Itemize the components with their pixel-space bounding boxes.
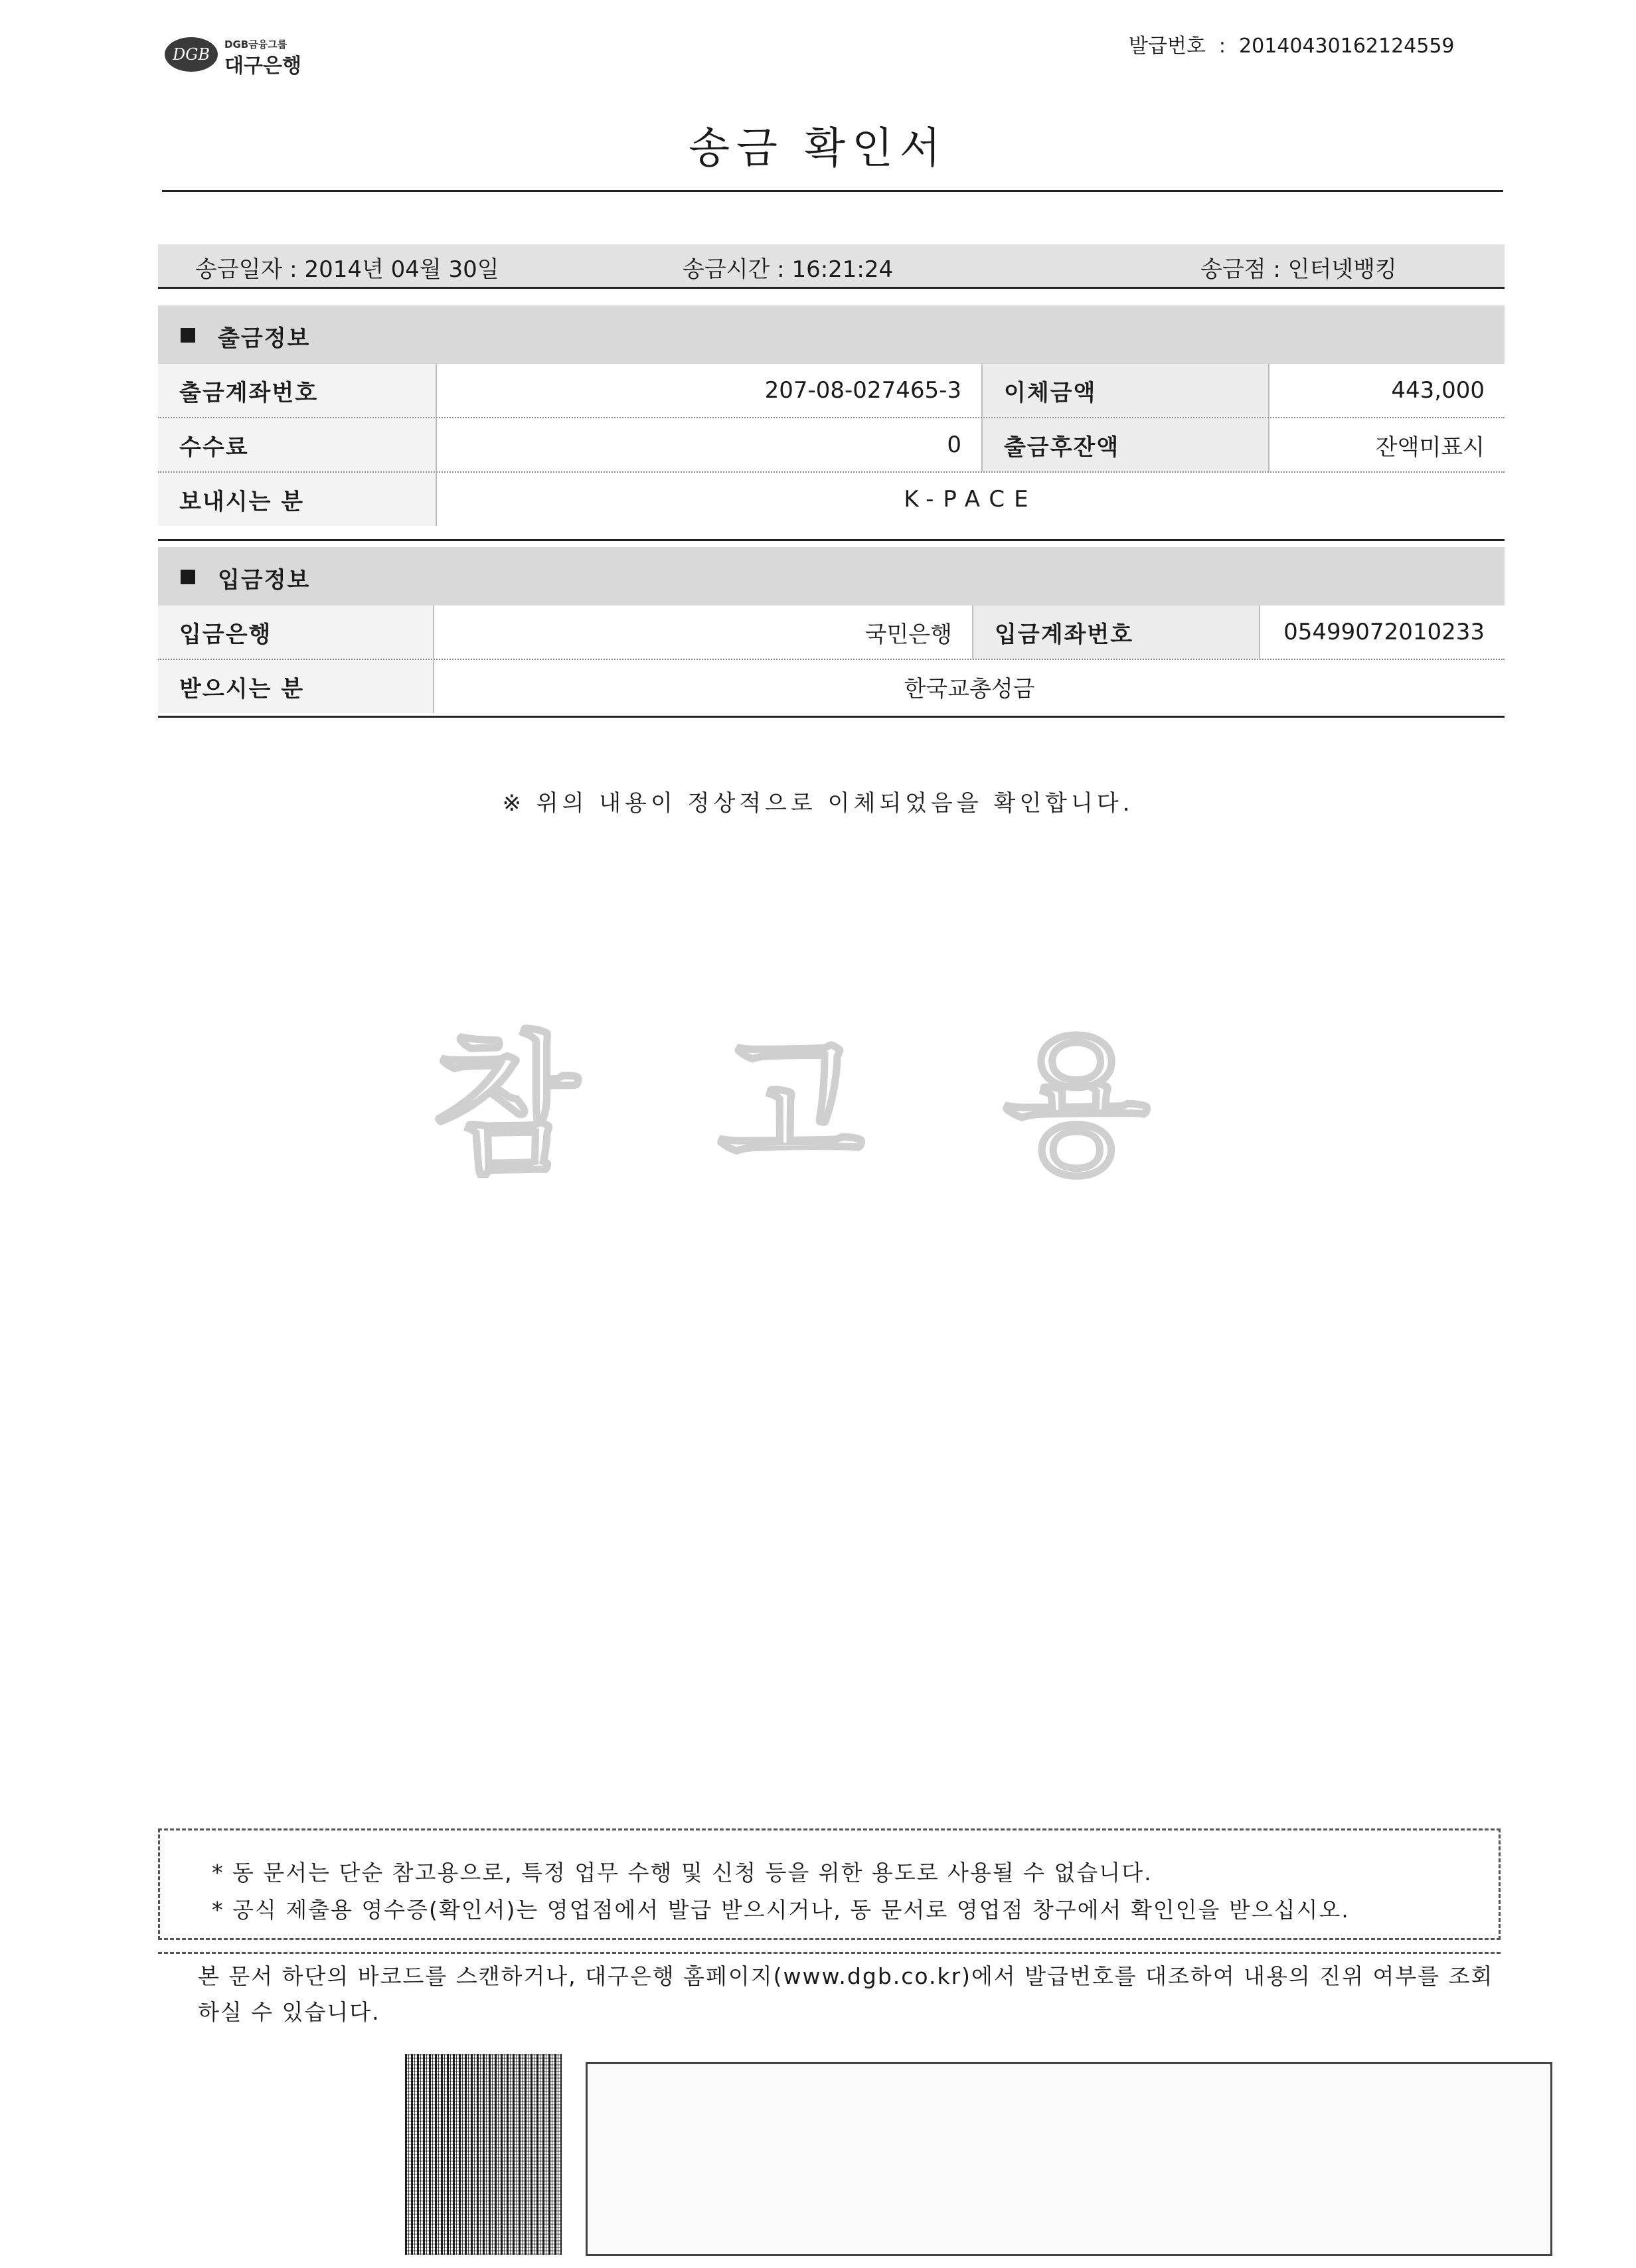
transfer-branch-value: 인터넷뱅킹 — [1287, 256, 1397, 283]
deposit-bank-label: 입금은행 — [158, 606, 434, 659]
transfer-branch-label: 송금점 : — [1200, 256, 1281, 283]
balance-after-label: 출금후잔액 — [981, 418, 1269, 471]
deposit-row-recipient — [158, 660, 1505, 713]
deposit-row-bank — [158, 606, 1505, 660]
withdrawal-section-title: 출금정보 — [218, 325, 311, 352]
logo-bank-name: 대구은행 — [224, 54, 301, 78]
sender-label: 보내시는 분 — [158, 473, 437, 526]
transfer-date — [195, 251, 499, 284]
square-bullet-icon — [181, 570, 195, 584]
page-title: 송금 확인서 — [689, 124, 947, 173]
notice-box — [158, 1828, 1501, 1940]
withdrawal-row-fee — [158, 418, 1505, 473]
transfer-time-value: 16:21:24 — [791, 256, 894, 283]
transfer-row-divider — [158, 287, 1505, 289]
transfer-amount-label: 이체금액 — [981, 364, 1269, 417]
fee-label: 수수료 — [158, 418, 437, 471]
withdrawal-row-account — [158, 364, 1505, 418]
transfer-info-row — [158, 244, 1505, 287]
watermark-char-2: 고 — [717, 1016, 865, 1195]
issue-number — [1129, 29, 1455, 58]
issue-number-separator: : — [1218, 35, 1226, 58]
withdrawal-row-sender — [158, 473, 1505, 526]
sender-value: K-PACE — [904, 486, 1038, 513]
logo-group-name: DGB금융그룹 — [224, 39, 287, 50]
deposit-account-value: 05499072010233 — [1283, 619, 1485, 645]
transfer-amount-value: 443,000 — [1391, 377, 1485, 404]
transfer-date-value: 2014년 04월 30일 — [304, 256, 499, 283]
notice-line-1: * 동 문서는 단순 참고용으로, 특정 업무 수행 및 신청 등을 위한 용도로 사용될 수 없습니다. — [212, 1860, 1153, 1886]
transfer-date-label: 송금일자 : — [195, 256, 297, 283]
balance-after-value: 잔액미표시 — [1375, 434, 1485, 461]
transfer-time-label: 송금시간 : — [683, 256, 785, 283]
deposit-section-header — [158, 547, 1505, 606]
watermark-char-1: 참 — [432, 1016, 580, 1195]
verification-text — [198, 1959, 1493, 2030]
recipient-label: 받으시는 분 — [158, 660, 434, 713]
issue-number-value: 20140430162124559 — [1239, 35, 1455, 58]
deposit-section-title: 입금정보 — [218, 567, 311, 594]
notice-line-2: * 공식 제출용 영수증(확인서)는 영업점에서 발급 받으시거나, 동 문서로 영업점 창구에서 확인인을 받으십시오. — [212, 1897, 1350, 1923]
confirmation-text: ※ 위의 내용이 정상적으로 이체되었음을 확인합니다. — [502, 790, 1134, 817]
square-bullet-icon — [181, 328, 195, 343]
withdrawal-account-label: 출금계좌번호 — [158, 364, 437, 417]
notice-divider — [158, 1952, 1501, 1954]
withdrawal-section-bottom-rule — [158, 539, 1505, 541]
watermark-char-3: 용 — [1003, 1016, 1151, 1195]
verification-line-2: 하실 수 있습니다. — [198, 1999, 380, 2025]
fee-value: 0 — [947, 432, 961, 458]
transfer-branch — [1200, 251, 1397, 284]
recipient-value: 한국교총성금 — [904, 675, 1035, 702]
stamp-box — [586, 2062, 1552, 2256]
deposit-account-label: 입금계좌번호 — [972, 606, 1260, 659]
issue-number-label: 발급번호 — [1129, 35, 1206, 58]
barcode — [405, 2054, 562, 2255]
title-divider — [162, 190, 1503, 192]
withdrawal-section-header — [158, 305, 1505, 364]
verification-line-1: 본 문서 하단의 바코드를 스캔하거나, 대구은행 홈페이지(www.dgb.co.kr)에서 발급번호를 대조하여 내용의 진위 여부를 조회 — [198, 1963, 1494, 1989]
dgb-logo-mark: DGB — [165, 37, 218, 72]
deposit-bank-value: 국민은행 — [864, 621, 952, 648]
deposit-section-bottom-rule — [158, 716, 1505, 718]
withdrawal-account-value: 207-08-027465-3 — [764, 377, 961, 404]
bank-logo — [165, 35, 324, 78]
transfer-time — [683, 251, 893, 284]
